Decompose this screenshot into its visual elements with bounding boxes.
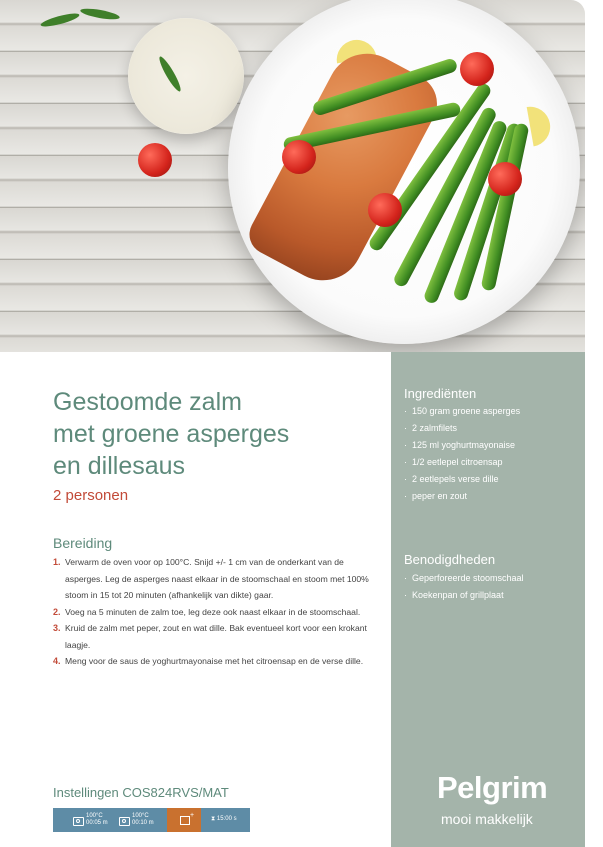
settings-heading: Instellingen COS824RVS/MAT xyxy=(53,785,229,800)
oven-mode-icon xyxy=(180,816,190,825)
equipment-heading: Benodigdheden xyxy=(404,552,496,567)
setting-values xyxy=(132,813,156,827)
step-item xyxy=(53,620,378,653)
dill-sauce-bowl xyxy=(128,18,244,134)
ingredient-item: · 1/2 eetlepel citroensap xyxy=(404,454,579,471)
arugula-leaf xyxy=(40,11,81,29)
steam-time: 00:05 m xyxy=(86,820,108,826)
ingredient-item: · 2 zalmfilets xyxy=(404,420,579,437)
equipment-item: · Koekenpan of grillplaat xyxy=(404,587,579,604)
steam-setting-2 xyxy=(119,812,159,828)
cherry-tomato xyxy=(460,52,494,86)
preparation-steps xyxy=(53,554,378,670)
ingredients-list xyxy=(404,403,579,505)
sidebar xyxy=(391,352,585,847)
timer-value: 15:00 s xyxy=(216,816,237,822)
step-number: 4. xyxy=(53,656,61,666)
steam-oven-icon xyxy=(119,817,130,826)
equipment-item: · Geperforeerde stoomschaal xyxy=(404,570,579,587)
servings: 2 personen xyxy=(53,487,129,504)
ingredients-heading: Ingrediënten xyxy=(404,386,477,401)
ingredient-item: · 2 eetlepels verse dille xyxy=(404,471,579,488)
oven-settings-bar xyxy=(53,808,250,832)
steam-temp: 100°C xyxy=(132,813,149,819)
brand-logo: Pelgrim xyxy=(437,770,548,805)
step-number: 3. xyxy=(53,623,61,633)
step-text: Kruid de zalm met peper, zout en wat dille. Bak eventueel kort voor een krokant laagje. xyxy=(65,623,367,650)
step-number: 1. xyxy=(53,557,61,567)
step-item xyxy=(53,554,378,604)
steam-time: 00:10 m xyxy=(132,820,154,826)
wood-table-background xyxy=(0,0,585,352)
equipment-list xyxy=(404,570,579,604)
step-text: Meng voor de saus de yoghurtmayonaise met het citroensap en de verse dille. xyxy=(65,656,364,666)
setting-values xyxy=(86,813,110,827)
brand-tagline: mooi makkelijk xyxy=(441,811,533,827)
step-number: 2. xyxy=(53,606,61,617)
recipe-title: Gestoomde zalm met groene asperges en dillesaus xyxy=(53,388,290,480)
step-item xyxy=(53,604,378,621)
step-item xyxy=(53,653,378,670)
steam-temp: 100°C xyxy=(86,813,103,819)
oven-mode xyxy=(167,808,201,832)
timer-setting xyxy=(211,816,237,823)
step-text: Voeg na 5 minuten de zalm toe, leg deze ook naast elkaar in de stoomschaal. xyxy=(65,606,361,617)
cherry-tomato xyxy=(368,193,402,227)
hero-photo xyxy=(0,0,585,352)
ingredient-item: · peper en zout xyxy=(404,488,579,505)
arugula-leaf xyxy=(80,7,121,22)
cherry-tomato xyxy=(282,140,316,174)
preparation-heading: Bereiding xyxy=(53,535,113,551)
steam-oven-icon xyxy=(73,817,84,826)
hourglass-icon: ⧗ xyxy=(211,816,216,822)
cherry-tomato xyxy=(138,143,172,177)
steam-setting-1 xyxy=(73,812,113,828)
ingredient-item: · 125 ml yoghurtmayonaise xyxy=(404,437,579,454)
step-text: Verwarm de oven voor op 100°C. Snijd +/- 1 cm van de onderkant van de asperges. Leg de asperges naast elkaar in de stoomschaal en stoom met 100% stoom in 15 tot 20 minuten (afhankelijk van dikte) gaar. xyxy=(65,557,369,600)
ingredient-item: · 150 gram groene asperges xyxy=(404,403,579,420)
cherry-tomato xyxy=(488,162,522,196)
